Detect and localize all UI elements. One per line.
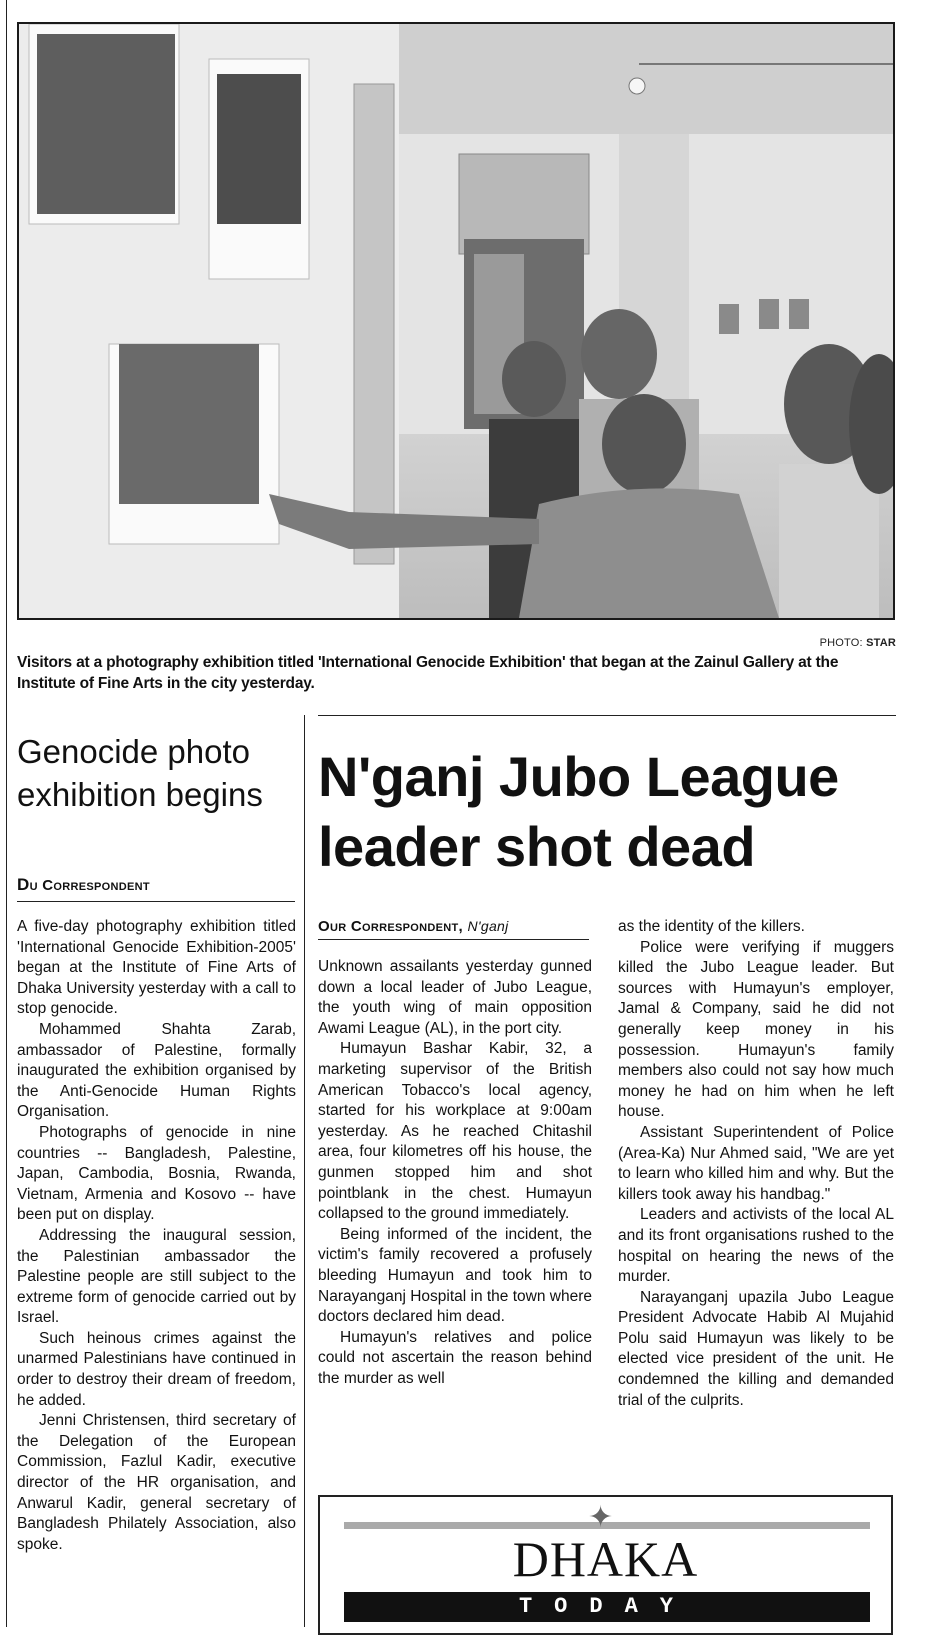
- photo-credit-label: PHOTO:: [819, 637, 863, 649]
- left-paragraph: Jenni Christensen, third secretary of the Delegation of the European Commission, Fazlul Kadir, executive director of the HR organisation, and Anwarul Kadir, general secretary of Bangladesh Philately Association, also spoke.: [17, 1412, 296, 1553]
- main-story-byline: [318, 918, 589, 940]
- left-story-headline: Genocide photo exhibition begins: [17, 733, 263, 813]
- left-paragraph: Addressing the inaugural session, the Palestinian ambassador the Palestine people are still subject to the extreme form of genocide carried out by Israel.: [17, 1226, 296, 1327]
- main-paragraph: Police were verifying if muggers killed the Jubo League leader. But sources with Humayun's employer, Jamal & Company, said he did not generally keep money in his possession. Humayun's family members also could not say how much money he had on him when he left house.: [618, 938, 894, 1121]
- main-paragraph: Being informed of the incident, the victim's family recovered a profusely bleeding Humayun and took him to Narayanganj Hospital in the town where doctors declared him dead.: [318, 1225, 592, 1326]
- left-story-body: [17, 917, 296, 1555]
- left-byline-initial: D: [17, 875, 30, 894]
- main-paragraph: Assistant Superintendent of Police (Area-Ka) Nur Ahmed said, "We are yet to learn who killed him and why. But the killers took away his handbag.": [618, 1123, 894, 1203]
- photo-credit: [820, 637, 896, 649]
- main-paragraph: Unknown assailants yesterday gunned down a local leader of Jubo League, the youth wing of main opposition Awami League (AL), in the port city.: [318, 958, 592, 1037]
- left-paragraph: Such heinous crimes against the unarmed Palestinians have continued in order to destroy their dream of freedom, he added.: [17, 1329, 296, 1409]
- page-left-rule: [6, 0, 7, 1627]
- left-paragraph: A five-day photography exhibition titled 'International Genocide Exhibition-2005' began at the Institute of Fine Arts of Dhaka University yesterday with a call to stop genocide.: [17, 918, 296, 1018]
- left-byline-rest: u Correspondent: [29, 877, 150, 894]
- main-paragraph: Narayanganj upazila Jubo League President Advocate Habib Al Mujahid Polu said Humayun was likely to be elected vice president of the unit. He condemned the killing and demanded trial of the culprits.: [618, 1288, 894, 1409]
- main-paragraph: Humayun's relatives and police could not ascertain the reason behind the murder as well: [318, 1328, 592, 1387]
- photo-caption: Visitors at a photography exhibition titled 'International Genocide Exhibition' that began at the Zainul Gallery at the Institute of Fine Arts in the city yesterday.: [17, 654, 839, 692]
- left-story-byline: [17, 875, 295, 902]
- exhibition-photo: [17, 22, 895, 620]
- left-paragraph: Mohammed Shahta Zarab, ambassador of Palestine, formally inaugurated the exhibition organised by the Anti-Genocide Human Rights Organisation.: [17, 1020, 296, 1121]
- main-story-column-2: [618, 917, 894, 1411]
- main-story-top-rule: [318, 715, 896, 716]
- sparkle-icon: ✦: [588, 1501, 614, 1534]
- exhibition-photo-illustration: [19, 24, 893, 618]
- main-story-column-1: [318, 957, 592, 1389]
- main-story-headline: N'ganj Jubo League leader shot dead: [318, 745, 839, 878]
- dhaka-today-subtitle: TODAY: [344, 1592, 870, 1622]
- main-byline-text: Our Correspondent,: [318, 918, 464, 935]
- main-paragraph: Humayun Bashar Kabir, 32, a marketing supervisor of the British American Tobacco's local agency, started for his workplace at 9:00am yesterday. As he reached Chitashil area, four kilometres off his house, the gunmen stopped him and shot pointblank in the chest. Humayun collapsed to the ground immediately.: [318, 1040, 592, 1223]
- main-byline-location: N'ganj: [467, 918, 509, 934]
- column-divider: [304, 715, 305, 1627]
- main-paragraph: Leaders and activists of the local AL and its front organisations rushed to the hospital on hearing the news of the murder.: [618, 1206, 894, 1286]
- dhaka-today-box: [318, 1495, 893, 1635]
- dhaka-today-title: DHAKA: [512, 1531, 699, 1587]
- photo-credit-source: STAR: [866, 637, 896, 649]
- left-paragraph: Photographs of genocide in nine countries -- Bangladesh, Palestine, Japan, Cambodia, Bosnia, Rwanda, Vietnam, Armenia and Kosovo -- have been put on display.: [17, 1123, 296, 1224]
- main-paragraph: as the identity of the killers.: [618, 918, 805, 935]
